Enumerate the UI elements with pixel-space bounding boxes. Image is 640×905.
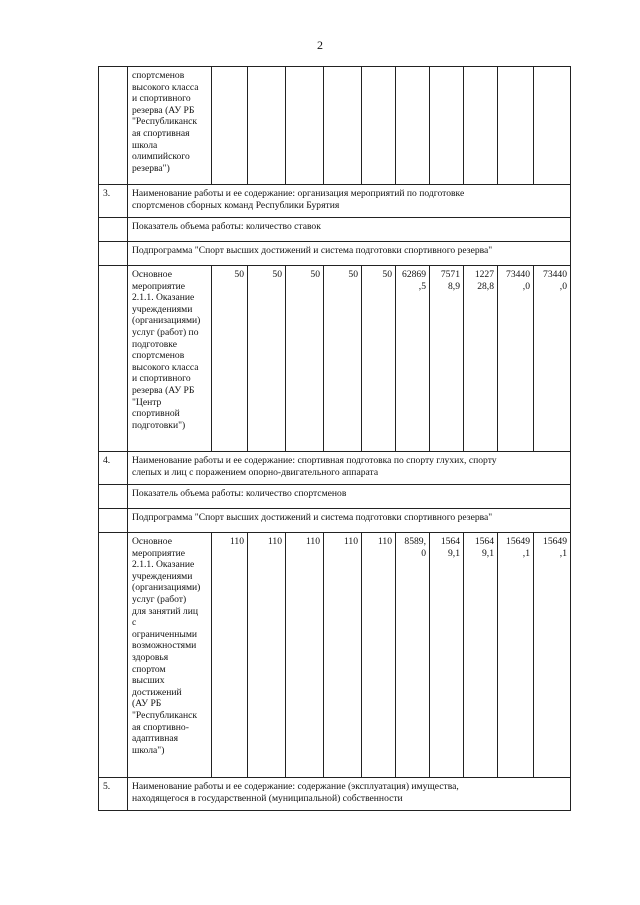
value-cell: 110 (212, 533, 248, 778)
value-cell: 50 (362, 266, 396, 452)
subprogram-row (99, 242, 571, 266)
work-title: Наименование работы и ее содержание: организация мероприятий по подготовке спортсменов сборных команд Республики Бурятия (128, 185, 571, 218)
activity-description: Основное мероприятие 2.1.1. Оказание учреждениями (организациями) услуг (работ) для занятий лиц с ограниченными возможностями здоровья спортом высших достижений (АУ РБ "Республиканск ая спортивно- адаптивная школа") (128, 533, 212, 778)
value-cell: 50 (248, 266, 286, 452)
activity-description: спортсменов высокого класса и спортивного резерва (АУ РБ "Республиканск ая спортивная школа олимпийского резерва") (128, 67, 212, 185)
work-title: Наименование работы и ее содержание: спортивная подготовка по спорту глухих, спорту слепых и лиц с поражением опорно-двигательного аппарата (128, 452, 571, 485)
value-cell: 110 (362, 533, 396, 778)
value-cell: 7571 8,9 (430, 266, 464, 452)
row-number (99, 67, 128, 185)
subprogram-title: Подпрограмма "Спорт высших достижений и система подготовки спортивного резерва" (128, 509, 571, 533)
activity-description: Основное мероприятие 2.1.1. Оказание учреждениями (организациями) услуг (работ) по подготовке спортсменов высокого класса и спортивного резерва (АУ РБ "Центр спортивной подготовки") (128, 266, 212, 452)
section-header-row (99, 452, 571, 485)
indicator-row (99, 485, 571, 509)
page-number: 2 (317, 38, 323, 52)
table-row (99, 266, 571, 452)
subprogram-title: Подпрограмма "Спорт высших достижений и система подготовки спортивного резерва" (128, 242, 571, 266)
value-cell: 1564 9,1 (430, 533, 464, 778)
value-cell: 73440 ,0 (498, 266, 534, 452)
value-cell: 1227 28,8 (464, 266, 498, 452)
table-row (99, 533, 571, 778)
subprogram-row (99, 509, 571, 533)
section-header-row (99, 778, 571, 811)
section-number: 3. (99, 185, 128, 218)
value-cell: 50 (212, 266, 248, 452)
value-cell: 50 (286, 266, 324, 452)
value-cell: 110 (324, 533, 362, 778)
section-number: 5. (99, 778, 128, 811)
table-row (99, 67, 571, 185)
section-header-row (99, 185, 571, 218)
value-cell: 8589, 0 (396, 533, 430, 778)
value-cell: 62869 ,5 (396, 266, 430, 452)
program-table (98, 66, 571, 811)
value-cell: 73440 ,0 (534, 266, 571, 452)
value-cell: 110 (286, 533, 324, 778)
volume-indicator: Показатель объема работы: количество ставок (128, 218, 571, 242)
work-title: Наименование работы и ее содержание: содержание (эксплуатация) имущества, находящегося в государственной (муниципальной) собственности (128, 778, 571, 811)
value-cell: 15649 ,1 (534, 533, 571, 778)
indicator-row (99, 218, 571, 242)
value-cell: 1564 9,1 (464, 533, 498, 778)
value-cell: 50 (324, 266, 362, 452)
value-cell: 15649 ,1 (498, 533, 534, 778)
volume-indicator: Показатель объема работы: количество спортсменов (128, 485, 571, 509)
value-cell: 110 (248, 533, 286, 778)
section-number: 4. (99, 452, 128, 485)
